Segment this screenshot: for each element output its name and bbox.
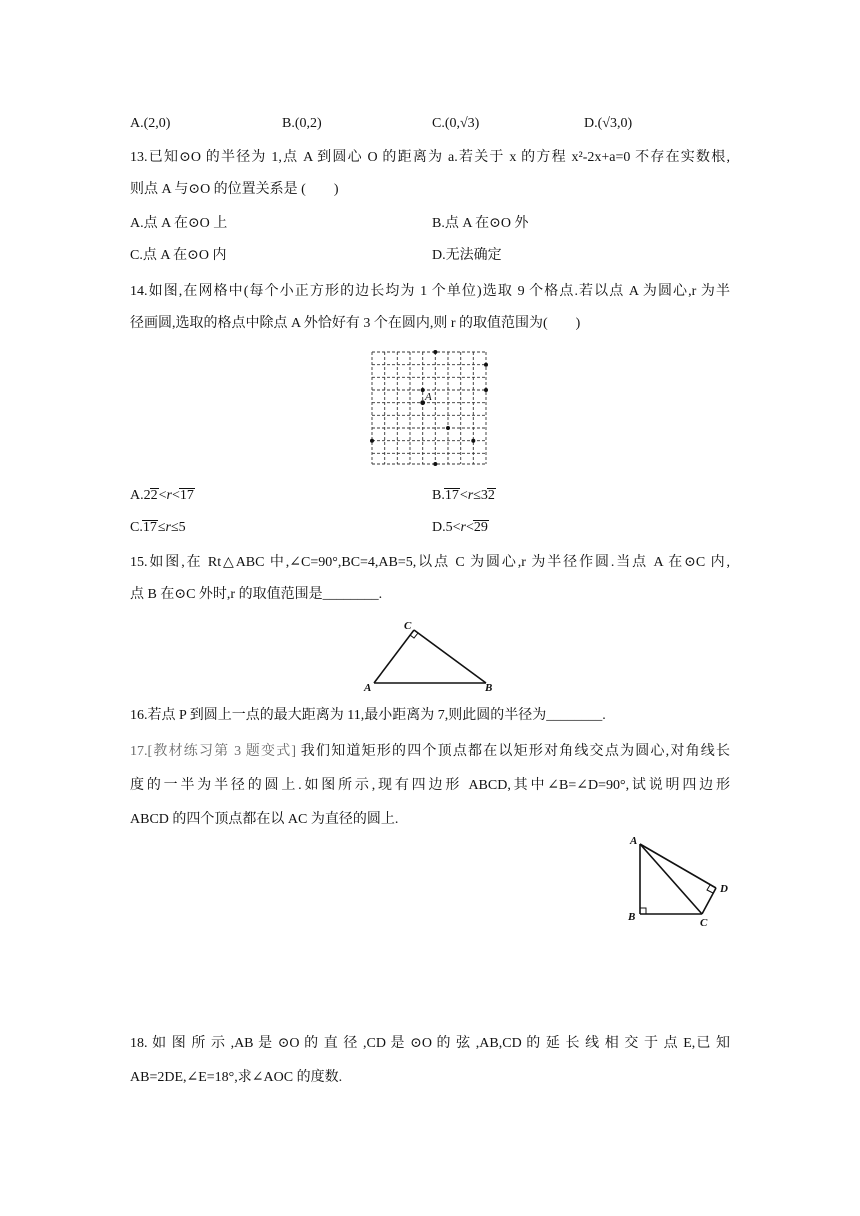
q14-option-d: D.5<r<29: [432, 520, 488, 535]
q16-stem: 16.若点 P 到圆上一点的最大距离为 11,最小距离为 7,则此圆的半径为________.: [130, 708, 606, 723]
q18-stem-line1: 18. 如 图 所 示 ,AB 是 ⊙O 的 直 径 ,CD 是 ⊙O 的 弦 ,AB,CD 的 延 长 线 相 交 于 点 E,已 知: [130, 1036, 730, 1051]
side-ad: [640, 844, 716, 888]
label-d: D: [720, 883, 728, 895]
diagonal-ac: [640, 844, 702, 914]
q13-stem-line1: 13.已知⊙O 的半径为 1,点 A 到圆心 O 的距离为 a.若关于 x 的方程 x²-2x+a=0 不存在实数根,: [130, 150, 730, 165]
q14-stem-line2: 径画圆,选取的格点中除点 A 外恰好有 3 个在圆内,则 r 的取值范围为( ): [130, 316, 581, 331]
point-a-label: A: [425, 391, 432, 403]
q14-option-c: C.17≤r≤5: [130, 520, 186, 535]
label-c: C: [700, 917, 708, 929]
q12-option-d: D.(√3,0): [584, 116, 633, 131]
side-ac: [374, 630, 414, 683]
q12-option-b: B.(0,2): [282, 116, 322, 131]
q17-stem-line1-text: 我们知道矩形的四个顶点都在以矩形对角线交点为圆心,对角线长: [296, 744, 731, 759]
q13-option-a: A.点 A 在⊙O 上: [130, 216, 228, 231]
right-angle-mark-b: [640, 908, 646, 914]
side-cb: [414, 630, 486, 683]
grid-lines: [372, 352, 486, 464]
q14-option-b: B.17<r≤32: [432, 488, 495, 503]
q15-triangle-figure: [360, 616, 500, 696]
q12-option-a: A.(2,0): [130, 116, 171, 131]
q18-stem-line2: AB=2DE,∠E=18°,求∠AOC 的度数.: [130, 1070, 343, 1085]
q13-stem-line2: 则点 A 与⊙O 的位置关系是 ( ): [130, 182, 339, 197]
q13-option-b: B.点 A 在⊙O 外: [432, 216, 529, 231]
q14-stem-line1: 14.如图,在网格中(每个小正方形的边长均为 1 个单位)选取 9 个格点.若以点 A 为圆心,r 为半: [130, 284, 730, 299]
q13-option-c: C.点 A 在⊙O 内: [130, 248, 227, 263]
q12-option-c: C.(0,√3): [432, 116, 480, 131]
label-c: C: [404, 620, 412, 632]
q15-stem-line2: 点 B 在⊙C 外时,r 的取值范围是________.: [130, 587, 383, 602]
q15-stem-line1: 15.如图,在 Rt△ABC 中,∠C=90°,BC=4,AB=5,以点 C 为圆心,r 为半径作圆.当点 A 在⊙C 内,: [130, 555, 730, 570]
grid-point: [433, 350, 437, 354]
label-a: A: [364, 682, 372, 694]
q17-stem-line3: ABCD 的四个顶点都在以 AC 为直径的圆上.: [130, 812, 399, 827]
grid-point: [484, 363, 488, 367]
grid-point: [370, 439, 374, 443]
q17-quadrilateral-figure: [622, 832, 740, 932]
grid-point: [471, 439, 475, 443]
q14-grid-figure: [368, 348, 490, 468]
label-b: B: [485, 682, 493, 694]
side-dc: [702, 888, 716, 914]
grid-point: [484, 388, 488, 392]
grid-point: [446, 426, 450, 430]
grid-points: [370, 350, 488, 466]
label-a: A: [630, 835, 638, 847]
q13-option-d: D.无法确定: [432, 248, 502, 263]
q17-stem-line1: [130, 742, 730, 762]
q17-stem-line2: 度的一半为半径的圆上.如图所示,现有四边形 ABCD,其中∠B=∠D=90°,试说明四边形: [130, 778, 730, 793]
grid-point: [433, 462, 437, 466]
q17-source-tag: 17.[教材练习第 3 题变式]: [130, 744, 297, 759]
q14-option-a: A.22<r<17: [130, 488, 194, 503]
label-b: B: [628, 911, 636, 923]
